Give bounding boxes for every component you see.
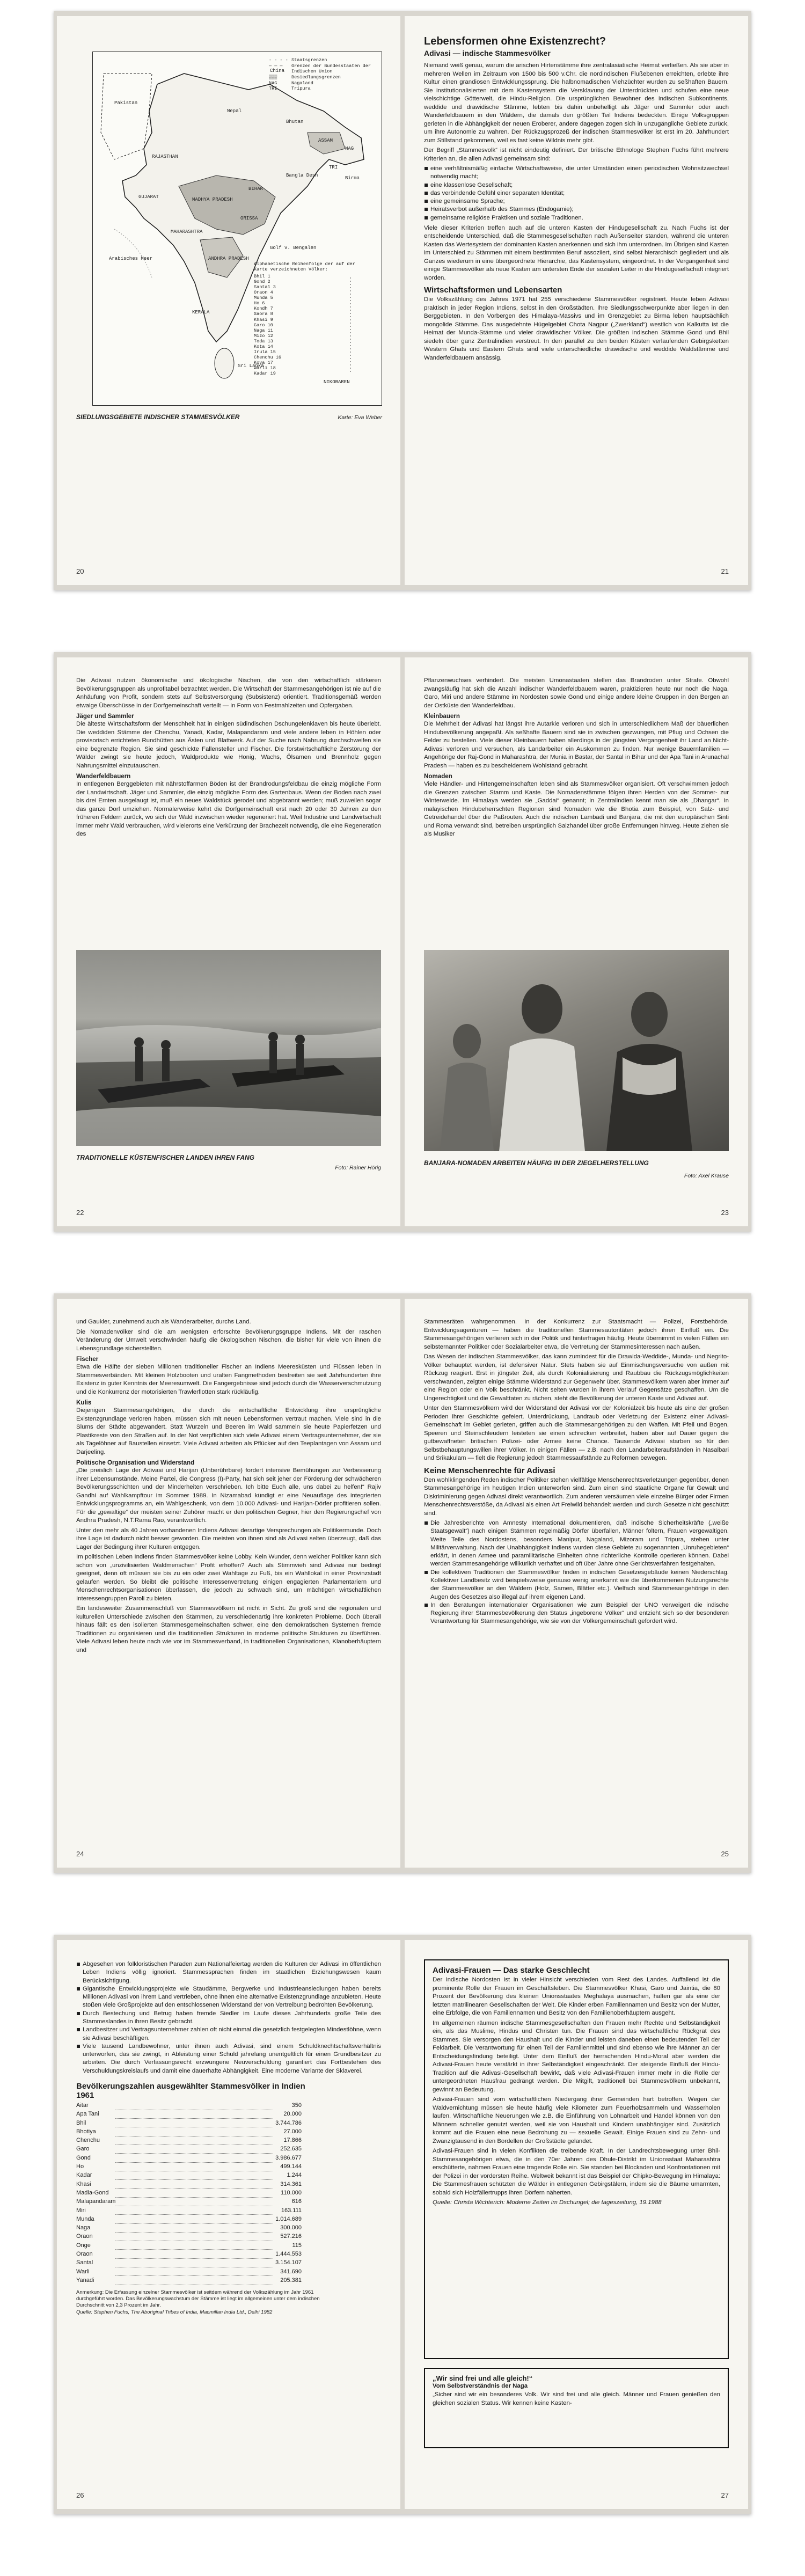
photo-shapes [424,950,729,1151]
paragraph: Die Adivasi nutzen ökonomische und ökologische Nischen, die von den wirtschaftlich stärkeren Bevölkerungsgruppen als unprofitabel betrachtet werden. Die Wirtschaft der Stammesangehörigen ist nie auf die Anhäufung von Profit, sondern stets auf Selbstversorgung (Subsistenz) orientiert. Traditionsgemäß werden etwaige Überschüsse in der Dorfgemeinschaft verteilt — in Form von Festmahlzeiten und Opfergaben. [76,677,381,709]
table-row [76,2110,302,2118]
list-item: Viele tausend Landbewohner, unter ihnen auch Adivasi, sind einem Schuldknechtschaftsverhältnis unterworfen, das sie zwingt, in Ableistung einer Schuld jahrelang unentgeltlich für einen Grundbesitzer zu arbeiten. Die durch Verfassungsrecht erzwungene Neuverschuldung garantiert das Fortbestehen des Verschuldungskreislaufs und damit eine dauerhafte Abhängigkeit. Eine moderne Variante der Sklaverei. [76,2043,381,2075]
population-value: 341.690 [280,2268,302,2275]
leader-dots [115,2162,273,2171]
map-label: Birma [345,175,360,181]
criteria-list [424,165,729,222]
list-item: das verbindende Gefühl einer separaten Identität; [424,189,729,197]
population-value: 17.866 [283,2137,302,2144]
paragraph: Niemand weiß genau, warum die arischen Hirtenstämme ihre zentralasiatische Heimat verließen. Als sie aber in mehreren Wellen im Zeitraum von 1500 bis 500 v.Chr. die nordindischen Flußebenen erreichten, erlebte ihre Kultur einen grandiosen Entwicklungssprung. Die halbnomadischen Viehzüchter wurden zu seßhaften Bauern. Sie institutionalisierten mit dem Kastensystem die Versklavung der Unterdrückten und schufen eine neue vielschichtige Götterwelt, die Hindu-Religion. Die ursprünglichen Bewohner des indischen Subkontinents, weddide und drawidische Stämme, lebten bis dahin unbehelligt als Jäger und Sammler oder auch Wanderfeldbauern in den Wäldern, die damals den größten Teil Indiens bedeckten. Einige Volksgruppen gerieten in die Abhängigkeit der neuen Eroberer, andere dagegen zogen sich in unzugängliche Gebiete zurück, um ihre Autonomie zu wahren. Der Rückzugsprozeß der indischen Stammesvölker ist erst im 20. Jahrhundert zum Stillstand gekommen, weil es fast keine Wildnis mehr gibt. [424,62,729,144]
population-value: 252.635 [280,2146,302,2153]
leader-dots [115,2189,273,2197]
map-label: MADHYA PRADESH [192,197,233,202]
legend-row [269,80,376,86]
tribe-list-item: Naga 11 [254,327,273,333]
tribe-list-item: Toda 13 [254,338,273,344]
leader-dots [115,2215,273,2223]
tribe-list-item: Kadar 19 [254,370,276,376]
legend-symbol: ▒▒▒ [269,74,277,80]
tribe-name: Oraon [76,2250,93,2257]
table-row [76,2101,302,2110]
legend-symbol: — — — [269,63,283,69]
photo-credit: Foto: Rainer Hörig [335,1165,381,1171]
page-20 [57,16,400,585]
tribe-list-item: Bhil 1 [254,274,270,280]
table-row [76,2136,302,2145]
section-heading: Fischer [76,1356,99,1363]
page-21 [405,16,748,585]
tribe-name: Munda [76,2215,94,2222]
tribe-name: Kadar [76,2172,92,2179]
leader-dots [115,2250,273,2258]
population-value: 1.014.689 [275,2215,302,2222]
table-row [76,2127,302,2136]
tribe-name: Miri [76,2207,86,2214]
sidebar-box-naga [424,2368,729,2448]
paragraph: „Sicher sind wir ein besonderes Volk. Wir sind frei und alle gleich. Männer und Frauen genießen den gleichen sozialen Status. Wir kennen keine Kasten- [433,2391,720,2406]
leader-dots [115,2145,273,2153]
tribe-name: Aitar [76,2102,89,2109]
leader-dots [115,2171,273,2179]
population-value: 205.381 [280,2277,302,2284]
list-item: Die Jahresberichte von Amnesty International dokumentieren, daß indische Sicherheitskräfte („weiße Staatsgewalt“) nach einigen Stämmen regelmäßig Dörfer überfallen, Männer foltern, Frauen vergewaltigen. Weite Teile des Nordostens, besonders Manipur, Nagaland, Mizoram und Tripura, stehen unter Militärverwaltung. Nach der Unabhängigkeit Indiens wurden diese Gebiete zu sogenannten „Unruhegebieten“ erklärt, in denen Armee und paramilitärische Einheiten ohne richterliche Kontrolle operieren können. Dabei werden Stammesangehörige willkürlich verhaftet und oft über Jahre ohne Gerichtsverfahren festgehalten. [424,1519,729,1569]
photo-credit: Foto: Axel Krause [684,1173,729,1179]
legend-text: Staatsgrenzen [291,57,327,63]
table-row [76,2206,302,2215]
tribe-list-item: Santal 3 [254,284,276,290]
map-label: Pakistan [114,100,138,106]
tribe-name: Santal [76,2259,93,2266]
paragraph: Die älteste Wirtschaftsform der Menschheit hat in einigen südindischen Dschungelenklaven bis heute überlebt. Die weddiden Stämme der Chenchu, Yanadi, Kadar, Malapandaram und viele andere leben in Höhlen oder provisorisch errichteten Rundhütten aus Ästen und Blattwerk. Auf der Suche nach Nahrung durchschweifen sie eine begrenzte Region. Sie sind geschickte Fallensteller und Fischer. Die forstwirtschaftliche Zerstörung der Wälder zwingt sie heute jedoch, Waldprodukte wie Honig, Wachs, Ölsamen und Brennholz gegen Nahrungsmittel einzutauschen. [76,721,381,769]
tribe-list-item: Chenchu 16 [254,354,282,360]
page-number: 27 [721,2491,729,2499]
legend-text: Besiedlungsgrenzen [291,74,341,80]
paragraph: Im allgemeinen räumen indische Stammesgesellschaften den Frauen mehr Rechte und Selbständigkeit ein, als das Muslime, Hindus und Christen tun. Die Frauen sind das wirtschaftliche Rückgrat des Stammes. Sie versorgen den Haushalt und die Kinder und leisten daneben einen bedeutenden Teil der Feldarbeit. Die Verantwortung für einen Teil der Familienmittel und sind ebenso wie ihre Männer an der Entscheidungsfindung beteiligt. Unter dem Einfluß der herrschenden Hindu-Moral aber werden die Adivasi-Frauen heute verstärkt in ihrer Selbständigkeit eingeschränkt. Der steigende Einfluß der Hindu-Tradition auf die Adivasi-Gesellschaft bewirkt, daß viele Adivasi-Frauen immer mehr in die Rolle der untergeordneten Hausfrau gedrängt werden. Die Mitgift, traditionell bei Stammesvölkern unbekannt, gewinnt an Bedeutung. [433,2019,720,2093]
tribe-name: Yanadi [76,2277,94,2284]
page-number: 24 [76,1850,84,1858]
map-label: Bangla Desh [286,173,318,178]
box-source: Quelle: Christa Wichterich: Moderne Zeiten im Dschungel; die tageszeitung, 19.1988 [433,2199,662,2206]
legend-row [269,57,376,63]
population-value: 527.216 [280,2233,302,2240]
table-row [76,2154,302,2162]
page-number: 21 [721,567,729,575]
article-subtitle: Adivasi — indische Stammesvölker [424,49,551,57]
page-27 [405,1940,748,2509]
leader-dots [115,2154,273,2162]
paragraph: „Die preislich Lage der Adivasi und Harijan (Unberührbare) fordert intensive Bemühungen zur Verbesserung ihrer Lebensumstände. Meine Partei, die Congress (I)-Party, hat sich seit jeher der Förderung der schwächeren Bevölkerungsschichten und der Minderheiten verschrieben. Ich bitte Euch alle, uns dabei zu helfen!“ Rajiv Gandhi auf Wahlkampftour im Sommer 1989. In Nizamabad kündigt er eine Neuauflage des integrierten Entwicklungsprogramms an, ein Wahlgeschenk, von dem 10.000 Adivasi- und Harijan-Dörfer profitieren sollen. Für die „gewaltige“ der meisten seiner Zuhörer macht er den politischen Gegner, hier den Regierungschef von Andhra Pradesh, N.T.Rama Rao, verantwortlich. [76,1467,381,1524]
tribe-list [254,261,361,376]
tribal-map [92,52,382,406]
leader-dots [115,2110,273,2118]
table-row [76,2162,302,2171]
leader-dots [115,2197,273,2206]
leader-dots [115,2267,273,2276]
tribe-name: Ho [76,2163,84,2170]
map-label: RAJASTHAN [152,154,178,159]
tribe-list-item: Saora 8 [254,311,273,317]
paragraph: Viele Händler- und Hirtengemeinschaften leben sind als Stammesvölker organisiert. Oft verschwimmen jedoch die Grenzen zwischen Stamm und Kaste. Die Nomadenstämme fölgen ihren Herden von der Sommer- zur Winterweide. Im Himalaya werden sie „Gaddai“ genannt; in Zentralindien kennt man sie als „Dhangar“. In malayischen Hindubeherrschten Regionen sind Nomaden wie die Bhotia zum Beispiel, von Salz- und Getreidehandel über die Paßrouten. Auch die indischen Lambadi und Banjara, die mit den europäischen Sinti und Roma verwandt sind, betreiben ursprünglich Salzhandel über große Entfernungen hinweg. Heute ziehen sie als Musiker [424,781,729,837]
section-heading: Wanderfeldbauern [76,773,131,780]
page-number: 22 [76,1209,84,1217]
table-row [76,2258,302,2267]
paragraph: und Gaukler, zunehmend auch als Wanderarbeiter, durchs Land. [76,1319,251,1325]
paragraph: In entlegenen Berggebieten mit nährstoffarmen Böden ist der Brandrodungsfeldbau die einzig mögliche Form der Landwirtschaft. Jäger und Sammler, die einzig mögliche Form des Gartenbaus. Wenn der Boden nach zwei bis drei Ernten ausgelaugt ist, muß ein neues Waldstück gerodet und abgebrannt werden; muß zuweilen sogar das ganze Dorf umziehen. Normalerweise kehrt die Dorfgemeinschaft erst nach 20 oder 30 Jahren zu den früheren Feldern zurück, wo sich der Wald inzwischen wieder regeneriert hat. Weil Industrie und Landwirtschaft immer mehr Wald verbrauchen, wird vielerorts eine Verkürzung der Brachezeit notwendig, die eine Regeneration des [76,781,381,837]
section-heading: Keine Menschenrechte für Adivasi [424,1466,555,1475]
tribe-list-item: Munda 5 [254,295,273,301]
table-row [76,2189,302,2197]
map-label: Nepal [227,108,242,114]
leader-dots [115,2258,273,2267]
list-item: In den Beratungen internationaler Organisationen wie zum Beispiel der UNO verweigert die indische Regierung ihrer Stammesbevölkerung den Status „ingeborene Völker“ und entzieht sich so der besonderen Verantwortung für Stammesangehörige, wie sie von der Völkergemeinschaft gefordert wird. [424,1601,729,1626]
tribe-name: Warli [76,2268,90,2275]
paragraph: Diejenigen Stammesangehörigen, die durch die wirtschaftliche Entwicklung ihre ursprüngliche Existenzgrundlage verloren haben, müssen sich mit neuen Lebensformen vertraut machen. Viele sind in die Slums der Städte abgewandert. Statt Wurzeln und Beeren im Wald sammeln sie heute Papierfetzen und Plastikreste von den Straßen auf. In der Not verpflichten sich viele Adivasi einem Vertragsunternehmer, der sie als Tagelöhner auf Baustellen einsetzt. Viele Adivasi arbeiten als Pflücker auf den Teeplantagen von Assam und Darjeeling. [76,1407,381,1455]
map-label: BIHAR [248,186,264,192]
paragraph: Die Mehrheit der Adivasi hat längst ihre Autarkie verloren und sich in unterschiedlichem Maß der bäuerlichen Hindubevölkerung angepaßt. Als seßhafte Bauern sind sie in zwischen gezwungen, mit Pflug und Ochsen die Felder zu bestellen. Viele dieser Kleinbauern haben allerdings in der jüngsten Vergangenheit ihr Land an Nicht-Adivasi verloren und versuchen, als Landarbeiter ein Auskommen zu finden. Nur wenige Bauernfamilien — Angehörige der Raj-Gond in Maharashtra, der Munia in Bastar, der Santal in Bihar und der Apa Tani in Arunachal Pradesh — haben es zu bescheidenem Wohlstand gebracht. [424,721,729,769]
section-heading: Wirtschaftsformen und Lebensarten [424,286,562,295]
tribe-list-item: Kota 14 [254,343,273,349]
population-value: 27.000 [283,2128,302,2135]
map-label: China [270,68,285,74]
paragraph: Adivasi-Frauen sind in vielen Konflikten die treibende Kraft. In der Landrechtsbewegung unter Bhil-Stammesangehörigen etwa, die in den 70er Jahren des Dhule-Distrikt im Unionsstaat Maharashtra erschütterte, nahmen Frauen eine tragende Rolle ein. Sie standen bei Blockaden und Konfrontationen mit der Polizei in der vordersten Reihe. Weltweit bekannt ist das Beispiel der Chipko-Bewegung im Himalaya: Die Stammesfrauen schützten die Wälder in entlegenen Gebirgstälern, indem sie die Bäume umarmten, sobald sich Holzfällertrupps ihren Dörfern näherten. [433,2148,720,2196]
paragraph: Ein landesweiter Zusammenschluß von Stammesvölkern ist nicht in Sicht. Zu groß sind die regionalen und kulturellen Unterschiede zwischen den Stämmen, zu verschiedenartig ihre konkreten Probleme. Doch überall hinaus fällt es den isolierten Stammesgemeinschaften schwer, eine den demokratischen Systemen fremde Traditionen zu organisieren und die traditionellen Strukturen in moderne politische Strukturen zu überführen. Viele Adivasi leben heute nach wie vor im Stammesverband, in traditionellen Organisationen, Klanoberhäuptern und [76,1605,381,1653]
legend-text: Grenzen der Bundesstaaten der Indischen Union [291,63,371,75]
article-title: Lebensformen ohne Existenzrecht? [424,35,606,47]
tribe-name: Naga [76,2224,91,2231]
tribe-list-item: Oraon 4 [254,290,273,296]
table-row [76,2267,302,2276]
leader-dots [115,2206,273,2215]
section-heading: Nomaden [424,773,452,780]
legend-symbol: - - - - [269,57,288,63]
page-number: 26 [76,2491,84,2499]
legend-text: Nagaland [291,80,313,86]
tribe-name: Bhil [76,2119,86,2126]
leader-dots [115,2232,273,2241]
box-title: Adivasi-Frauen — Das starke Geschlecht [433,1966,590,1975]
tribe-name: Malapandaram [76,2198,116,2205]
tribe-list-item: Koya 17 [254,360,273,365]
tribe-name: Onge [76,2242,91,2249]
leader-dots [115,2119,273,2127]
tribe-list-item: Mizo 12 [254,333,273,339]
paragraph: Pflanzenwuchses verhindert. Die meisten Umonastaaten stellen das Brandroden unter Strafe. Obwohl zwangsläufig hat sich die Anzahl indischer Wanderfeldbauern waren, praktizieren heute nur noch die Naga, Garo, Miri und andere Stämme im Nordosten sowie Gond und einige andere kleine Gruppen in den Bergen an der Ostküste den Wanderfeldbau. [424,677,729,709]
paragraph: Unter den Stammesvölkern wird der Widerstand der Adivasi vor der Kolonialzeit bis heute als eine der großen Perioden ihrer Geschichte gefeiert. Unterdrückung, Landraub oder Verletzung der Existenz einer Adivasi-Gemeinschaft im Gebiet gerieten, griffen auch die Stammesangehörigen zu den Waffen. Mit Pfeil und Bogen, Speeren und Steinschleudern leisteten sie einen schrecken verbreitet, haben aber auf Dauer gegen die gutbewaffneten britischen Polizei- oder Armee keine Chance. Tausende Adivasi starben so für den Selbstbehauptungswillen ihrer Völker. In einigen Fällen — z.B. nach den Landarbeiteraufständen in Nasalbari und Srikakulam — fielt die Regierung jedoch Stammessaufstände zu Reformen bewegen. [424,1405,729,1461]
legend-row [269,86,376,92]
map-label: GUJARAT [138,194,159,200]
population-value: 1.244 [287,2172,302,2179]
box-subtitle: Vom Selbstverständnis der Naga [433,2383,528,2389]
map-label: KERALA [192,310,210,315]
paragraph: Etwa die Hälfte der sieben Millionen traditioneller Fischer an Indiens Meeresküsten und Flüssen leben in Stammesverbänden. Mit kleinen Holzbooten und uralten Fangmethoden bestreiten sie seit Jahrhunderten ihre Existenz in guter Kenntnis der Meeresumwelt. Die Fangergebnisse sind jedoch durch die Wasserverschmutzung und die Konkurrenz der motorisierten Trawlerflotten stark rückläufig. [76,1364,381,1395]
list-item: Heiratsverbot außerhalb des Stammes (Endogamie); [424,206,729,214]
tribe-list-item: Khasi 9 [254,317,273,323]
box-title: „Wir sind frei und alle gleich!“ [433,2374,533,2382]
paragraph: Im politischen Leben Indiens finden Stammesvölker keine Lobby. Kein Wunder, denn welcher Politiker kann sich schon von „unzivilisierten Waldmenschen“ Profit erhoffen? Auch als Stimmvieh sind Adivasi nur bedingt geeignet, denn oft müssen sie bis zu ein oder zwei Wahltage zu Fuß, bis ein Wahllokal in einer Provinzstadt gelaufen werden. So bleibt die politische Interessenvertretung einigen engagierten Parlamentariern und Menschenrechtsorganisationen überlassen, die jedoch zu schwach sind, um mächtigen wirtschaftlichen Interessengruppen Paroli zu bieten. [76,1554,381,1602]
map-label: ANDHRA PRADESH [208,256,249,261]
spread-pages-22-23 [54,652,751,1232]
page-22 [57,657,400,1226]
paragraph: Viele dieser Kriterien treffen auch auf die unteren Kasten der Hindugesellschaft zu. Nach Fuchs ist der entscheidende Unterschied, daß die Stammesgesellschaften nach Außenseiter standen, während die unteren Kasten das Wertesystem der dominanten Kasten anerkennen und sich ihm unterordnen. Im Übrigen sind Kasten im Unterschied zu Stämmen mit einem bestimmten Beruf assoziiert, sind selbst hierarchisch gegliedert und als Ganzes wiederum in eine übergeordnete Hierarchie, das Kastensystem, eingeordnet. In der Vergangenheit sind einige Stammesvölker als neue Kasten am untersten Ende der sozialen Leiter in die Hindugesellschaft integriert worden. [424,224,729,281]
population-value: 3.744.786 [275,2119,302,2126]
list-item: eine gemeinsame Sprache; [424,197,729,206]
section-heading: Bevölkerungszahlen ausgewählter Stammesvölker in Indien 1961 [76,2081,305,2100]
photo-shapes [76,950,381,1146]
population-value: 1.444.553 [275,2250,302,2257]
population-value: 300.000 [280,2224,302,2231]
map-label: ASSAM [318,138,333,143]
list-item: Die kollektiven Traditionen der Stammesvölker finden in indischen Gesetzesgebäude keinen Niederschlag. Kollektiver Landbesitz wird beispielsweise genauso wenig anerkannt wie die überkommenen Nutzungsrechte der Stammesvölker an den Wäldern (Holz, Samen, Blätter etc.). Vielfach sind Stammesangehörige in den Augen des Gesetzes also illegal auf ihrem eigenen Land. [424,1569,729,1601]
population-value: 20.000 [283,2111,302,2118]
section-heading: Kleinbauern [424,713,460,720]
table-row [76,2180,302,2189]
table-row [76,2241,302,2250]
legend-row [269,63,376,75]
population-value: 163.111 [281,2207,302,2214]
map-credit: Karte: Eva Weber [338,414,382,421]
tribe-name: Oraon [76,2233,93,2240]
tribe-list-item: Ho 6 [254,301,265,306]
paragraph: Stammesräten wahrgenommen. In der Konkurrenz zur Staatsmacht — Polizei, Forstbehörde, Entwicklungsagenturen — haben die traditionellen Stammesautoritäten jedoch ihren Einfluß ein. Die Stammesangehörigen verlieren sich in der Politik und hinterfragen häufig. Heute übernimmt in vielen Fällen ein selbsternannter Politiker oder Sozialarbeiter etwa, die Vertretung der Stammesinteressen nach außen. [424,1319,729,1350]
population-value: 3.154.107 [275,2259,302,2266]
leader-dots [115,2180,273,2189]
tribe-name: Khasi [76,2180,91,2187]
legend-text: Tripura [291,86,311,92]
map-legend [269,57,376,92]
leader-dots [115,2276,273,2285]
page-number: 20 [76,567,84,575]
photo-caption: BANJARA-NOMADEN ARBEITEN HÄUFIG IN DER ZIEGELHERSTELLUNG [424,1159,649,1167]
sidebar-box-adivasi-women [424,1959,729,2359]
map-caption-row [76,413,382,421]
map-caption: SIEDLUNGSGEBIETE INDISCHER STAMMESVÖLKER [76,413,240,421]
table-row [76,2232,302,2241]
photo-caption: TRADITIONELLE KÜSTENFISCHER LANDEN IHREN FANG [76,1154,255,1161]
population-value: 3.986.677 [275,2154,302,2161]
map-label: NAG [345,146,354,151]
table-row [76,2171,302,2179]
table-source: Quelle: Stephen Fuchs, The Aboriginal Tribes of India, Macmillan India Ltd., Delhi 1982 [76,2309,273,2315]
spread-pages-24-25 [54,1293,751,1873]
page-number: 25 [721,1850,729,1858]
section-heading: Politische Organisation und Widerstand [76,1459,195,1466]
paragraph: Die Volkszählung des Jahres 1971 hat 255 verschiedene Stammesvölker registriert. Heute leben Adivasi praktisch in jeder Region Indiens, selbst in den Großstädten. Ihre Siedlungsschwerpunkte aber liegen in den Berggebieten. In den Vorbergen des Himalaya-Massivs und im Grenzgebiet zu Birma leben hauptsächlich mongolide Stämme. Das ausgedehnte Hügelgebiet Chota Nagpur („Zwerkland“) westlich von Kalkutta ist die Heimat der Munda-Stämme und vieler drawidischer Völker. Die größten indischen Stämme Gond und Bhil siedeln über ganz Zentralindien verstreut. In den parallel zu den beiden Küsten verlaufenden Gebirgsketten Western Ghats und Eastern Ghats sind viele unterschiedliche drawidische und weddide Waldstämme und Wanderfeldbauern ansässig. [424,296,729,361]
population-value: 616 [291,2198,302,2205]
legend-symbol: TRI [269,86,277,92]
map-label: Arabisches Meer [109,256,153,261]
tribe-list-item: Irula 15 [254,349,276,355]
table-row [76,2276,302,2285]
rights-list [424,1519,729,1626]
table-row [76,2215,302,2223]
population-value: 499.144 [280,2163,302,2170]
paragraph: Adivasi-Frauen sind vom wirtschaftlichen Niedergang ihrer Gemeinden hart betroffen. Wegen der Waldvernichtung müssen sie heute häufig viele Kilometer zum Feuerholzsammeln und Wasserholen laufen. Wirtschaftliche Neuerungen wie z.B. die Einführung von Lohnarbeit und Handel können von den Männern schneller genutzt werden, weil sie von Haushalt und Kindern unabhängiger sind. Zusätzlich kommt auf die Frauen eine neue Bedrohung zu — sexuelle Gewalt. Einige Frauen sind zu Zehn- und Zwanzigtausend in den Bordellen der Großstädte gelandet. [433,2096,720,2145]
spread-pages-26-27 [54,1935,751,2514]
table-row [76,2250,302,2258]
population-value: 314.361 [280,2180,302,2187]
tribe-list-item: Warli 18 [254,365,276,371]
tribe-name: Chenchu [76,2137,100,2144]
table-row [76,2197,302,2206]
page-25 [405,1299,748,1868]
leader-dots [115,2127,273,2136]
table-row [76,2119,302,2127]
tribe-list-item: Gond 2 [254,279,270,285]
leader-dots [115,2136,273,2145]
list-item: Landbesitzer und Vertragsunternehmer zahlen oft nicht einmal die gesetzlich festgelegten Mindestlöhne, wenn sie Adivasi beschäftigen. [76,2026,381,2043]
section-heading: Kulis [76,1399,92,1406]
paragraph: Der indische Nordosten ist in vieler Hinsicht verschieden vom Rest des Landes. Auffallend ist die prominente Rolle der Frauen im Geschäftsleben. Die Stammesvölker Khasi, Garo und Jaintia, die 80 Prozent der Bevölkerung des kleinen Unionsstaates Meghalaya ausmachen, halten gar als eine der letzten matrilinearen Gesellschaften der Welt. Die Kinder erben Familiennamen und Besitz von der Mutter, eine Erbfolge, die von Familiennamen und Besitz von den Familienoberhäuptern ausgeht. [433,1977,720,2016]
tribe-list-title: Alphabetische Reihenfolge der auf der Karte verzeichneten Völker: [254,261,355,273]
tribe-name: Apa Tani [76,2111,99,2118]
leader-dots [115,2101,273,2110]
list-item: eine klassenlose Gesellschaft; [424,181,729,189]
list-item: eine verhältnismäßig einfache Wirtschaftsweise, die unter Umständen einen periodischen Wohnsitzwechsel notwendig macht; [424,165,729,181]
paragraph: Der Begriff „Stammesvolk“ ist nicht eindeutig definiert. Der britische Ethnologe Stephen Fuchs führt mehrere Kriterien an, die allen Adivasi gemeinsam sind: [424,147,729,162]
paragraph: Den wohlklingenden Reden indischer Politiker stehen vielfältige Menschenrechtsverletzungen gegenüber, denen Stammesangehörige im heutigen Indien unterworfen sind. Zum einen sind staatliche Organe für Gewalt und Diskriminierung gegen Adivasi direkt verantwortlich. Zum anderen versäumen viele einzelne Bürger oder Firmen Menschenrechtsverstöße, da Adivasi als einen Art Freiwild behandelt werden und durch Gesetze nicht geschützt sind. [424,1476,729,1517]
population-value: 110.000 [281,2189,302,2196]
legend-symbol: NAG [269,80,277,86]
population-table [76,2101,302,2285]
population-value: 115 [292,2242,302,2249]
tribe-name: Garo [76,2146,90,2153]
table-note: Anmerkung: Die Erfassung einzelner Stammesvölker ist seitdem während der Volkszählung im Jahr 1961 durchgeführt worden. Das Bevölkerungswachstum der Stämme ist liegt im allgemeinen unter dem indischen Durchschnitt von 2,3 Prozent im Jahr. [76,2289,320,2309]
population-value: 350 [291,2102,302,2109]
page-26 [57,1940,400,2509]
page-number: 23 [721,1209,729,1217]
map-label: ORISSA [240,216,258,221]
tribe-name: Madia-Gond [76,2189,109,2196]
banjara-photo [424,950,729,1151]
table-row [76,2145,302,2153]
tribe-list-item: Kondh 7 [254,306,273,312]
rights-list-continued [76,1960,381,2075]
map-label: NIKOBAREN [324,379,350,385]
paragraph: Das Wesen der indischen Stammesvölker, das kann zumindest für die Drawida-Weddide-, Munda- und Negrito-Völker behauptet werden, ist defensiver Natur. Stets haben sie auf Einmischungsversuche von außen mit Rückzug reagiert. Erst in jüngster Zeit, als durch Kolonialisierung und Raubbau die Rückzugsmöglichkeiten verschwanden, zeigten einige Stämme Widerstand zur Gegenwehr über. Stammesvölkern waren aber immer auf eine Region oder ein Volk beschränkt. Nicht selten wurden in ihrem Verlauf Gegensätze geschaffen. Um die Ungerechtigkeit und die Gewalttaten zu rächen, steht die Bevölkerung der unteren Kaste und Adivasi auf. [424,1353,729,1402]
page-23 [405,657,748,1226]
map-label: TRI [329,165,338,170]
map-label: Golf v. Bengalen [270,245,317,251]
paragraph: Unter den mehr als 40 Jahren vorhandenen Indiens Adivasi derartige Versprechungen als Politikermunde. Doch ihre Lage ist dadurch nicht besser geworden. Die meisten von ihnen sind als Adivasi selten überzeugt, daß das Lager der Bedingung ihrer Kulturen entgegen. [76,1527,381,1550]
section-heading: Jäger und Sammler [76,713,134,720]
fishermen-photo [76,950,381,1146]
map-label: Bhutan [286,119,304,125]
list-item: Gigantische Entwicklungsprojekte wie Staudämme, Bergwerke und Industrieansiedlungen haben bereits Millionen Adivasi von ihrem Land vertrieben, ohne ihnen eine alternative Existenzgrundlage anzubieten. Heute stoßen viele Großprojekte auf den entschlossenen Widerstand der von Vertreibung bedrohten Bevölkerung. [76,1985,381,2010]
table-row [76,2223,302,2232]
leader-dots [115,2223,273,2232]
leader-dots [115,2241,273,2250]
paragraph: Die Nomadenvölker sind die am wenigsten erforschte Bevölkerungsgruppe Indiens. Mit der raschen Veränderung der Umwelt verschwinden häufig die ökologischen Nischen, die bisher für viele von ihnen die Lebensgrundlage sicherstellten. [76,1328,381,1352]
list-item: Abgesehen von folkloristischen Paraden zum Nationalfeiertag werden die Kulturen der Adivasi im öffentlichen Leben Indiens völlig ignoriert. Stammessprachen finden im staatlichen Erziehungswesen kaum Berücksichtigung. [76,1960,381,1985]
spread-pages-20-21 [54,11,751,590]
list-item: Durch Bestechung und Betrug haben fremde Siedler im Laufe dieses Jahrhunderts große Teile des Stammeslandes in ihren Besitz gebracht. [76,2010,381,2026]
map-label: Sri Lanka [238,363,264,369]
tribe-list-item: Garo 10 [254,322,273,328]
legend-row [269,75,376,80]
page-24 [57,1299,400,1868]
tribe-name: Gond [76,2154,91,2161]
tribe-name: Bhotiya [76,2128,96,2135]
list-item: gemeinsame religiöse Praktiken und soziale Traditionen. [424,214,729,222]
photo-caption-row [76,1154,381,1162]
map-label: MAHARASHTRA [171,229,203,235]
